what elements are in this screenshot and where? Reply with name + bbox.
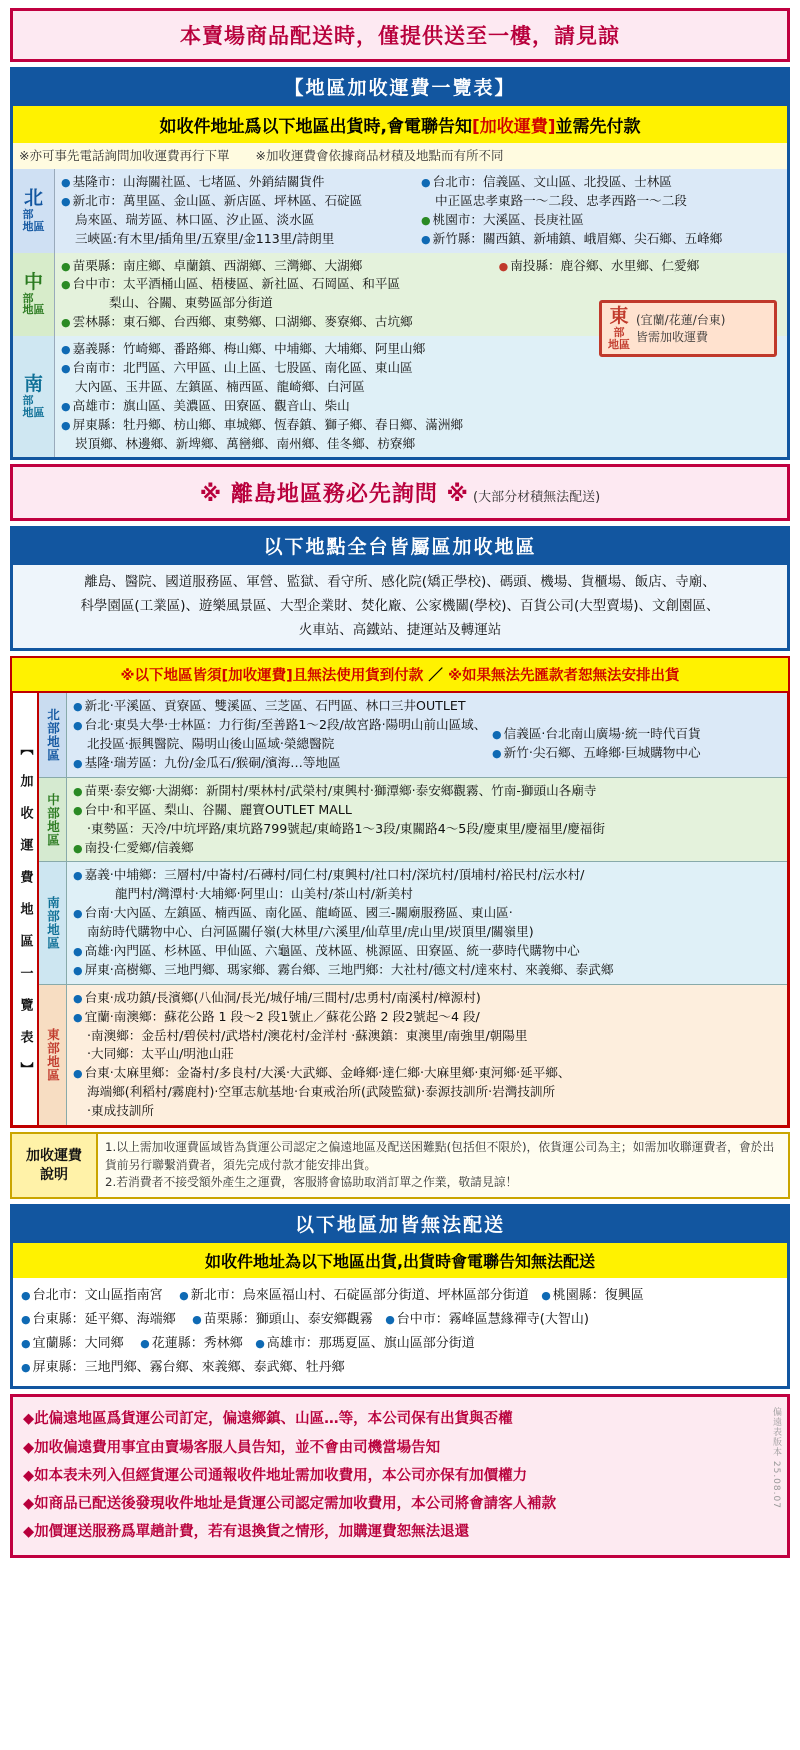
list-item: ● 台南‧大內區、左鎮區、楠西區、南化區、龍崎區、國三-關廟服務區、東山區‧ — [73, 905, 513, 921]
list-item: ● 高雄市：旗山區、美濃區、田寮區、觀音山、柴山 — [61, 397, 350, 413]
south-4: 屏東縣：牡丹鄉、枋山鄉、車城鄉、恆春鎮、獅子鄉、春日鄉、滿洲鄉 — [72, 416, 464, 432]
lower-body-north — [67, 693, 787, 777]
final-note-0: ◆此偏遠地區爲貨運公司訂定，偏遠鄉鎮、山區…等，本公司保有出貨與否權 — [23, 1411, 513, 1428]
list-item — [73, 1102, 781, 1121]
cod-band — [10, 656, 790, 693]
list-item: ● 屏東‧高樹鄉、三地門鄉、瑪家鄉、霧台鄉、三地門鄉：大社村/德文村/達來村、來義鄉、泰武鄉 — [73, 961, 614, 977]
north-right-column — [421, 173, 781, 249]
final-note-1: ◆加收偏遠費用事宜由賣場客服人員告知，並不會由司機當場告知 — [23, 1439, 441, 1456]
island-warning-sub: (大部分材積無法配送) — [473, 490, 601, 506]
list-item: ● 台中市：太平酒桶山區、梧棲區、新社區、石岡區、和平區 — [61, 276, 401, 292]
list-item: ● 苗栗‧泰安鄉‧大湖鄉：新開村/栗林村/武榮村/東興村‧獅潭鄉‧泰安鄉觀霧、竹南-獅頭山各廟寺 — [73, 782, 597, 798]
fee-note-tag — [12, 1134, 98, 1197]
table-row — [39, 862, 787, 984]
south-2: 大內區、玉井區、左鎮區、楠西區、龍崎鄉、白河區 — [75, 378, 365, 394]
list-item: ● 基隆市：山海關社區、七堵區、外銷結關貨件 — [61, 174, 325, 189]
list-item: ● 南投縣：鹿谷鄉、水里鄉、仁愛鄉 — [498, 257, 700, 273]
list-item — [73, 885, 781, 904]
north-right-0: 台北市：信義區、文山區、北投區、士林區 — [432, 174, 672, 189]
lower-south-1: 龍門村/灣潭村‧大埔鄉‧阿里山：山美村/茶山村/新美村 — [115, 886, 413, 902]
list-item — [61, 294, 499, 313]
list-item: ● 台北市：信義區、文山區、北投區、士林區 — [421, 174, 672, 189]
list-item: ● 台東‧成功鎮/長濱鄉(八仙洞/長光/城仔埔/三間村/忠勇村/南溪村/樟源村) — [73, 989, 481, 1005]
island-warning-main: ※ 離島地區務必先詢問 ※ — [199, 482, 469, 508]
lower-east-6: ‧東成技訓所 — [87, 1103, 154, 1119]
fee-table-notes — [13, 143, 787, 169]
list-item — [73, 735, 492, 754]
lower-tag-central: 中部地區 — [39, 778, 67, 862]
lower-north-left-1: 台北‧東吳大學‧士林區：力行街/至善路1～2段/故宮路‧陽明山前山區域、 — [84, 717, 487, 733]
subtitle-highlight: [加收運費] — [471, 117, 556, 137]
lower-north-right-1: 新竹‧尖石鄉、五峰鄉‧巨城購物中心 — [503, 745, 701, 761]
east-region-box — [599, 300, 777, 357]
east-line-1: (宜蘭/花蓮/台東) — [636, 313, 726, 328]
list-item: ● 屏東縣：牡丹鄉、枋山鄉、車城鄉、恆春鎮、獅子鄉、春日鄉、滿洲鄉 — [61, 416, 464, 432]
lower-south-2: 台南‧大內區、左鎮區、楠西區、南化區、龍崎區、國三-關廟服務區、東山區‧ — [84, 905, 513, 921]
fee-note-tag-1: 加收運費 — [26, 1148, 82, 1165]
lower-north-left-2: 北投區‧振興醫院、陽明山後山區域‧榮總醫院 — [87, 736, 335, 752]
lower-tag-north: 北部地區 — [39, 693, 67, 777]
surcharge-region-rows — [39, 693, 787, 1125]
list-item — [73, 1045, 781, 1064]
list-item: ● 信義區‧台北南山廣場‧統一時代百貨 — [492, 726, 701, 742]
lower-body-south — [67, 862, 787, 983]
list-item: ● 台南市：北門區、六甲區、山上區、七股區、南化區、東山區 — [61, 360, 413, 376]
list-item: ● 嘉義縣：竹崎鄉、番路鄉、梅山鄉、中埔鄉、大埔鄉、阿里山鄉 — [61, 341, 426, 357]
north-right-2: 桃園市：大溪區、長庚社區 — [432, 211, 584, 227]
lower-central-0: 苗栗‧泰安鄉‧大湖鄉：新開村/栗林村/武榮村/東興村‧獅潭鄉‧泰安鄉觀霧、竹南-獅頭山各廟寺 — [84, 782, 597, 798]
nd-2-0: 宜蘭縣：大同鄉 — [32, 1336, 124, 1352]
region-row-north — [13, 169, 787, 253]
list-item — [61, 435, 781, 454]
nationwide-list — [13, 565, 787, 648]
lower-north-left-3: 基隆‧瑞芳區：九份/金瓜石/猴硐/濱海…等地區 — [84, 755, 341, 771]
lower-north-right — [492, 697, 781, 773]
region-tag-north-sm: 部 地區 — [22, 208, 45, 233]
lower-east-5: 海端鄉(利稻村/霧鹿村)‧空軍志航基地‧台東戒治所(武陵監獄)‧泰源技訓所‧岩灣技訓所 — [87, 1084, 556, 1100]
table-row — [39, 693, 787, 778]
list-item — [73, 923, 781, 942]
list-item: ● 宜蘭‧南澳鄉：蘇花公路 1 段～2 段1號止／蘇花公路 2 段2號起～4 段/ — [73, 1008, 480, 1024]
subtitle-part-b: 並需先付款 — [555, 117, 641, 137]
lower-south-5: 屏東‧高樹鄉、三地門鄉、瑪家鄉、霧台鄉、三地門鄉：大社村/德文村/達來村、來義鄉、泰武鄉 — [84, 961, 614, 977]
list-item — [61, 211, 421, 230]
list-item: ● 高雄‧內門區、杉林區、甲仙區、六龜區、茂林區、桃源區、田寮區、統一夢時代購物中心 — [73, 943, 580, 959]
side-vertical-label: 【 加 收 運 費 地 區 一 覽 表 】 — [13, 693, 39, 1125]
list-item — [73, 1027, 781, 1046]
lower-central-3: 南投‧仁愛鄉/信義鄉 — [84, 839, 194, 855]
south-1: 台南市：北門區、六甲區、山上區、七股區、南化區、東山區 — [72, 360, 413, 376]
lower-south-0: 嘉義‧中埔鄉：三層村/中崙村/石磚村/同仁村/東興村/社口村/深坑村/頂埔村/裕民村/沄水村/ — [84, 867, 585, 883]
final-note-4: ◆加價運送服務爲單趟計費，若有退換貨之情形，加購運費恕無法退還 — [23, 1524, 470, 1541]
final-notes-block — [10, 1394, 790, 1557]
fee-note-tag-2: 說明 — [40, 1166, 68, 1183]
list-item: ● 南投‧仁愛鄉/信義鄉 — [73, 839, 194, 855]
central-left-column — [61, 257, 499, 333]
east-region-text — [636, 312, 725, 344]
fee-note-body — [98, 1134, 788, 1197]
nationwide-line-0: 離島、醫院、國道服務區、軍營、監獄、看守所、感化院(矯正學校)、碼頭、機場、貨櫃場、飯店、寺廟、 — [84, 574, 716, 591]
table-row — [39, 985, 787, 1125]
subtitle-part-a: 如收件地址爲以下地區出貨時,會電聯告知 — [159, 117, 472, 137]
island-warning — [10, 464, 790, 521]
region-tag-central-big: 中 — [23, 270, 43, 293]
no-delivery-title: 以下地區加皆無法配送 — [10, 1204, 790, 1243]
surcharge-region-table — [10, 693, 790, 1128]
fee-table-title: 【地區加收運費一覽表】 — [10, 67, 790, 106]
north-right-1: 中正區忠孝東路一～二段、忠孝西路一～二段 — [435, 192, 687, 208]
nd-2-2: 高雄市：那瑪夏區、旗山區部分街道 — [266, 1336, 475, 1352]
central-left-1: 台中市：太平酒桶山區、梧棲區、新社區、石岡區、和平區 — [72, 276, 401, 292]
list-item: ● 新竹‧尖石鄉、五峰鄉‧巨城購物中心 — [492, 745, 701, 761]
list-item: ● 新竹縣：關西鎮、新埔鎮、峨眉鄉、尖石鄉、五峰鄉 — [421, 230, 723, 246]
region-body-north — [55, 169, 787, 253]
fee-table-subtitle — [13, 106, 787, 143]
region-tag-central — [13, 253, 55, 337]
central-left-0: 苗栗縣：南庄鄉、卓蘭鎮、西湖鄉、三灣鄉、大湖鄉 — [72, 257, 363, 273]
list-item: ● 雲林縣：東石鄉、台西鄉、東勢鄉、口湖鄉、麥寮鄉、古坑鄉 — [61, 314, 413, 330]
nd-3-0: 屏東縣：三地門鄉、霧台鄉、來義鄉、泰武鄉、牡丹鄉 — [32, 1360, 345, 1376]
region-tag-east — [608, 307, 636, 350]
lower-east-1: 宜蘭‧南澳鄉：蘇花公路 1 段～2 段1號止／蘇花公路 2 段2號起～4 段/ — [84, 1008, 480, 1024]
north-left-3: 三峽區:有木里/插角里/五寮里/金113里/詩朗里 — [75, 230, 335, 246]
region-tag-south-sm: 部 地區 — [22, 394, 45, 419]
north-left-2: 烏來區、瑞芳區、林口區、汐止區、淡水區 — [75, 211, 315, 227]
list-item: ● 新北市：萬里區、金山區、新店區、坪林區、石碇區 — [61, 192, 363, 208]
region-tag-north-big: 北 — [23, 187, 43, 210]
central-left-2: 梨山、谷關、東勢區部分街道 — [109, 295, 273, 311]
nd-0-2: 桃園縣：復興區 — [552, 1288, 644, 1304]
nationwide-line-1: 科學園區(工業區)、遊樂風景區、大型企業財、焚化廠、公家機關(學校)、百貨公司(大型賣場)、文創園區、 — [80, 598, 720, 615]
list-item — [73, 820, 781, 839]
lower-central-2: ‧東勢區：天冷/中坑坪路/東坑路799號起/東崎路1～3段/東關路4～5段/慶東里/慶福里/慶福街 — [87, 820, 605, 836]
lower-north-left — [73, 697, 492, 773]
list-item: ● 台中‧和平區、梨山、谷關、麗寶OUTLET MALL — [73, 801, 352, 817]
fee-table-header — [10, 106, 790, 169]
lower-tag-east: 東部地區 — [39, 985, 67, 1125]
nationwide-line-2: 火車站、高鐵站、捷運站及轉運站 — [298, 621, 502, 638]
region-tag-east-sm: 部 地區 — [608, 326, 630, 351]
nationwide-title: 以下地點全台皆屬區加收地區 — [10, 526, 790, 565]
central-right-0: 南投縣：鹿谷鄉、水里鄉、仁愛鄉 — [510, 257, 700, 273]
version-stamp: 偏遠表版本 25.08.07 — [771, 1407, 781, 1510]
no-delivery-list — [13, 1278, 787, 1386]
cod-band-right: ※如果無法先匯款者恕無法安排出貨 — [447, 668, 680, 685]
region-tag-central-sm: 部 地區 — [22, 291, 45, 317]
lower-tag-south: 南部地區 — [39, 862, 67, 983]
list-item — [421, 192, 781, 211]
no-delivery-subtitle: 如收件地址為以下地區出貨,出貨時會電聯告知無法配送 — [13, 1243, 787, 1278]
cod-band-sep: ／ — [428, 668, 443, 685]
north-left-0: 基隆市：山海關社區、七堵區、外銷結關貨件 — [72, 174, 325, 189]
list-item — [61, 378, 781, 397]
table-row: ● 屏東縣：三地門鄉、霧台鄉、來義鄉、泰武鄉、牡丹鄉 — [21, 1360, 345, 1376]
north-left-1: 新北市：萬里區、金山區、新店區、坪林區、石碇區 — [72, 192, 363, 208]
lower-body-east — [67, 985, 787, 1125]
note-left: ※亦可事先電話詢問加收運費再行下單 — [19, 148, 230, 163]
list-item: ● 苗栗縣：南庄鄉、卓蘭鎮、西湖鄉、三灣鄉、大湖鄉 — [61, 257, 363, 273]
region-table — [10, 169, 790, 460]
fee-note-block — [10, 1132, 790, 1199]
list-item: ● 台東‧太麻里鄉：金崙村/多良村/大溪‧大武鄉、金峰鄉‧達仁鄉‧大麻里鄉‧東河鄉‧延平鄉、 — [73, 1065, 571, 1081]
lower-north-left-0: 新北‧平溪區、貢寮區、雙溪區、三芝區、石門區、林口三井OUTLET — [84, 698, 466, 714]
lower-north-right-0: 信義區‧台北南山廣場‧統一時代百貨 — [503, 726, 701, 742]
nd-1-0: 台東縣：延平鄉、海端鄉 — [32, 1312, 176, 1328]
north-right-3: 新竹縣：關西鎮、新埔鎮、峨眉鄉、尖石鄉、五峰鄉 — [432, 230, 723, 246]
nd-0-1: 新北市：烏來區福山村、石碇區部分街道、坪林區部分街道 — [190, 1288, 529, 1304]
region-tag-south — [13, 336, 55, 457]
cod-band-left: ※以下地區皆須[加收運費]且無法使用貨到付款 — [120, 668, 424, 685]
table-row: ● 台北市：文山區指南宮 ● 新北市：烏來區福山村、石碇區部分街道、坪林區部分街道 ● 桃園縣：復興區 — [21, 1288, 644, 1304]
north-left-column — [61, 173, 421, 249]
nationwide-body — [10, 565, 790, 651]
list-item: ● 嘉義‧中埔鄉：三層村/中崙村/石磚村/同仁村/東興村/社口村/深坑村/頂埔村/裕民村/沄水村/ — [73, 867, 585, 883]
top-banner: 本賣場商品配送時，僅提供送至一樓，請見諒 — [10, 8, 790, 62]
final-note-3: ◆如商品已配送後發現收件地址是貨運公司認定需加收費用，本公司將會請客人補款 — [23, 1496, 557, 1513]
table-row — [39, 778, 787, 863]
nd-0-0: 台北市：文山區指南宮 — [32, 1288, 163, 1304]
list-item: ● 新北‧平溪區、貢寮區、雙溪區、三芝區、石門區、林口三井OUTLET — [73, 698, 466, 714]
lower-south-3: 南紡時代購物中心、白河區關仔嶺(大林里/六溪里/仙草里/虎山里/崁頂里/關嶺里) — [87, 924, 534, 940]
south-5: 崁頂鄉、林邊鄉、新埤鄉、萬巒鄉、南州鄉、佳冬鄉、枋寮鄉 — [75, 435, 416, 451]
nd-1-2: 台中市：霧峰區慧緣禪寺(大智山) — [396, 1312, 589, 1328]
list-item: ● 台北‧東吳大學‧士林區：力行街/至善路1～2段/故宮路‧陽明山前山區域、 — [73, 717, 487, 733]
lower-east-2: ‧南澳鄉：金岳村/碧侯村/武塔村/澳花村/金洋村 ‧蘇澳鎮：東澳里/南強里/朝陽里 — [87, 1027, 528, 1043]
east-line-2: 皆需加收運費 — [636, 329, 709, 344]
fee-note-item-1: 2.若消費者不接受額外產生之運費，客服將會協助取消訂單之作業，敬請見諒！ — [105, 1175, 518, 1190]
region-tag-north — [13, 169, 55, 253]
nd-2-1: 花蓮縣：秀林鄉 — [151, 1336, 243, 1352]
lower-east-0: 台東‧成功鎮/長濱鄉(八仙洞/長光/城仔埔/三間村/忠勇村/南溪村/樟源村) — [84, 989, 481, 1005]
region-tag-south-big: 南 — [23, 373, 43, 396]
lower-east-4: 台東‧太麻里鄉：金崙村/多良村/大溪‧大武鄉、金峰鄉‧達仁鄉‧大麻里鄉‧東河鄉‧延平鄉、 — [84, 1065, 571, 1081]
table-row: ● 宜蘭縣：大同鄉 ● 花蓮縣：秀林鄉 ● 高雄市：那瑪夏區、旗山區部分街道 — [21, 1336, 475, 1352]
south-3: 高雄市：旗山區、美濃區、田寮區、觀音山、柴山 — [72, 397, 350, 413]
table-row: ● 台東縣：延平鄉、海端鄉 ● 苗栗縣：獅頭山、泰安鄉觀霧 ● 台中市：霧峰區慧緣禪寺(大智山) — [21, 1312, 589, 1328]
list-item — [61, 230, 421, 249]
final-note-2: ◆如本表未列入但經貨運公司通報收件地址需加收費用，本公司亦保有加價權力 — [23, 1467, 528, 1484]
south-0: 嘉義縣：竹崎鄉、番路鄉、梅山鄉、中埔鄉、大埔鄉、阿里山鄉 — [72, 341, 426, 357]
central-left-3: 雲林縣：東石鄉、台西鄉、東勢鄉、口湖鄉、麥寮鄉、古坑鄉 — [72, 314, 413, 330]
list-item: ● 基隆‧瑞芳區：九份/金瓜石/猴硐/濱海…等地區 — [73, 755, 341, 771]
no-delivery-block — [10, 1243, 790, 1389]
lower-south-4: 高雄‧內門區、杉林區、甲仙區、六龜區、茂林區、桃源區、田寮區、統一夢時代購物中心 — [84, 943, 580, 959]
list-item: ● 桃園市：大溪區、長庚社區 — [421, 211, 584, 227]
fee-note-item-0: 1.以上需加收運費區域皆為貨運公司認定之偏遠地區及配送困難點(包括但不限於)，依貨運公司為主；如需加收聯運費者，會於出貨前另行聯繫消費者，須先完成付款才能安排出貨。 — [105, 1140, 775, 1172]
lower-central-1: 台中‧和平區、梨山、谷關、麗寶OUTLET MALL — [84, 801, 352, 817]
region-tag-east-big: 東 — [609, 305, 629, 328]
note-right: ※加收運費會依據商品材積及地點而有所不同 — [255, 148, 504, 163]
lower-body-central — [67, 778, 787, 862]
nd-1-1: 苗栗縣：獅頭山、泰安鄉觀霧 — [203, 1312, 373, 1328]
lower-east-3: ‧大同鄉：太平山/明池山莊 — [87, 1046, 234, 1062]
list-item — [73, 1083, 781, 1102]
